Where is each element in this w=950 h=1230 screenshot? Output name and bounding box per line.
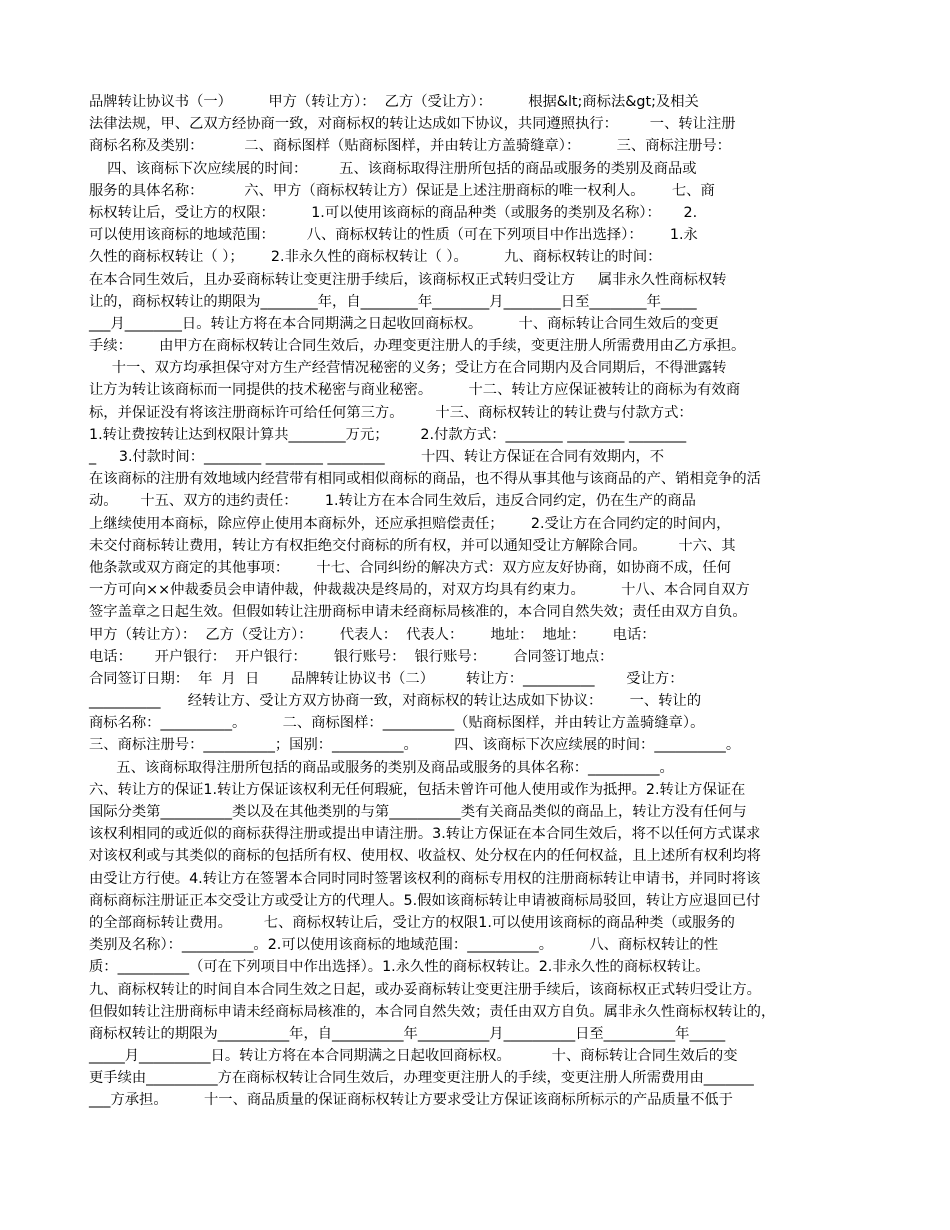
text-line-8: 久性的商标权转让（ ）； 2.非永久性的商标权转让（ ）。 九、商标权转让的时间： [89, 249, 662, 266]
text-line-42: 但假如转让注册商标申请未经商标局核准的，本合同自然失效；责任由双方自负。属非永久性商标权转让的， [89, 1003, 776, 1020]
text-line-45: 更手续由__________方在商标权转让合同生效后，办理变更注册人的手续，变更注册人所需费用由_______ [89, 1070, 754, 1087]
text-line-19: 动。 十五、双方的违约责任： 1.转让方在本合同生效后，违反合同约定，仍在生产的商品 [89, 493, 696, 510]
text-line-31: 五、该商标取得注册所包括的商品或服务的类别及商品或服务的具体名称：__________。 [89, 759, 674, 776]
text-line-17: _ 3.付款时间：________ ________ ________ 十四、转让方保证在合同有效期内，不 [89, 449, 665, 465]
text-line-20: 上继续使用本商标，除应停止使用本商标外，还应承担赔偿责任； 2.受让方在合同约定的时间内， [89, 515, 731, 532]
text-line-14: 让方为转让该商标而一同提供的技术秘密与商业秘密。 十二、转让方应保证被转让的商标为有效商 [89, 382, 741, 399]
text-line-34: 该权利相同的或近似的商标获得注册或提出申请注册。3.转让方保证在本合同生效后，将不以任何方式谋求 [89, 826, 761, 843]
text-line-29: 商标名称：__________。 二、商标图样：__________（贴商标图样，并由转让方盖骑缝章）。 [89, 715, 705, 732]
text-line-38: 的全部商标转让费用。 七、商标权转让后，受让方的权限1.可以使用该商标的商品种类（或服务的 [89, 914, 735, 931]
document-body [89, 91, 861, 1112]
text-line-37: 商标商标注册证正本交受让方或受让方的代理人。5.假如该商标转让申请被商标局驳回，转让方应退回已付 [89, 892, 761, 909]
text-line-13: 十一、双方均承担保守对方生产经营情况秘密的义务；受让方在合同期内及合同期后，不得泄露转 [89, 360, 727, 377]
text-line-43: 商标权转让的期限为__________年，自__________年__________月__________日至__________年_____ [89, 1025, 726, 1042]
text-line-35: 对该权利或与其类似的商标的包括所有权、使用权、收益权、处分权在内的任何权益，且上述所有权利均将 [89, 848, 761, 865]
text-line-12: 手续： 由甲方在商标权转让合同生效后，办理变更注册人的手续，变更注册人所需费用由乙方承担。 [89, 338, 746, 355]
text-line-23: 一方可向××仲裁委员会申请仲裁，仲裁裁决是终局的，对双方均具有约束力。 十八、本合同自双方 [89, 582, 750, 599]
text-line-27: 合同签订日期： 年 月 日 品牌转让协议书（二） 转让方：__________ 受让方： [89, 670, 684, 687]
text-line-41: 九、商标权转让的时间自本合同生效之日起，或办妥商标转让变更注册手续后，该商标权正式转归受让方。 [89, 981, 761, 998]
text-line-30: 三、商标注册号：__________；国别：__________。 四、该商标下次应续展的时间：__________。 [89, 737, 741, 754]
text-line-32: 六、转让方的保证1.转让方保证该权利无任何瑕疵，包括未曾许可他人使用或作为抵押。2.转让方保证在 [89, 781, 746, 798]
text-line-44: _____月__________日。转让方将在本合同期满之日起收回商标权。 十、商标转让合同生效后的变 [89, 1048, 738, 1065]
text-line-4: 四、该商标下次应续展的时间： 五、该商标取得注册所包括的商品或服务的类别及商品或 [89, 160, 697, 177]
text-line-2: 法律法规，甲、乙双方经协商一致，对商标权的转让达成如下协议，共同遵照执行： 一、转让注册 [89, 116, 736, 133]
text-line-16: 1.转让费按转让达到权限计算共________万元； 2.付款方式：________ ________ ________ [89, 426, 687, 443]
text-line-25: 甲方（转让方）： 乙方（受让方）： 代表人： 代表人： 地址： 地址： 电话： [89, 626, 656, 643]
text-line-26: 电话： 开户银行： 开户银行： 银行账号： 银行账号： 合同签订地点： [89, 648, 614, 665]
text-line-11: ___月________日。转让方将在本合同期满之日起收回商标权。 十、商标转让合同生效后的变更 [89, 315, 719, 332]
text-line-9: 在本合同生效后，且办妥商标转让变更注册手续后，该商标权正式转归受让方 属非永久性商标权转 [89, 271, 727, 288]
text-line-10: 让的，商标权转让的期限为________年，自________年________月________日至________年_____ [89, 293, 697, 310]
text-line-1: 品牌转让协议书（一） 甲方（转让方）： 乙方（受让方）： 根据&lt;商标法&gt;及相关 [89, 94, 699, 110]
text-line-15: 标，并保证没有将该注册商标许可给任何第三方。 十三、商标权转让的转让费与付款方式： [89, 404, 693, 421]
text-line-24: 签字盖章之日起生效。但假如转让注册商标申请未经商标局核准的，本合同自然失效；责任由双方自负。 [89, 604, 747, 621]
text-line-33: 国际分类第__________类以及在其他类别的与第__________类有关商品类似的商品上，转让方没有任何与 [89, 804, 747, 820]
text-line-21: 未交付商标转让费用，转让方有权拒绝交付商标的所有权，并可以通知受让方解除合同。 十六、其 [89, 537, 736, 554]
text-line-40: 质：__________（可在下列项目中作出选择）。1.永久性的商标权转让。2.非永久性的商标权转让。 [89, 959, 710, 976]
text-line-5: 服务的具体名称： 六、甲方（商标权转让方）保证是上述注册商标的唯一权利人。 七、商 [89, 182, 715, 199]
text-line-3: 商标名称及类别： 二、商标图样（贴商标图样，并由转让方盖骑缝章）： 三、商标注册号： [89, 138, 731, 155]
text-line-36: 由受让方行使。4.转让方在签署本合同时同时签署该权利的商标专用权的注册商标转让申请书，并同时将该 [89, 870, 761, 887]
text-line-6: 标权转让后，受让方的权限： 1.可以使用该商标的商品种类（或服务的类别及名称）： 2. [89, 204, 698, 221]
text-line-39: 类别及名称）：__________。2.可以使用该商标的地域范围：__________。 八、商标权转让的性 [89, 937, 719, 954]
text-line-22: 他条款或双方商定的其他事项： 十七、合同纠纷的解决方式：双方应友好协商，如协商不成，任何 [89, 559, 732, 576]
text-line-7: 可以使用该商标的地域范围： 八、商标权转让的性质（可在下列项目中作出选择）： 1.永 [89, 227, 698, 244]
text-line-28: __________ 经转让方、受让方双方协商一致，对商标权的转让达成如下协议： 一、转让的 [89, 693, 702, 710]
text-line-18: 在该商标的注册有效地域内经营带有相同或相似商标的商品，也不得从事其他与该商品的产、销相竞争的活 [89, 471, 761, 488]
text-line-46: ___方承担。 十一、商品质量的保证商标权转让方要求受让方保证该商标所标示的产品质量不低于 [89, 1092, 733, 1109]
